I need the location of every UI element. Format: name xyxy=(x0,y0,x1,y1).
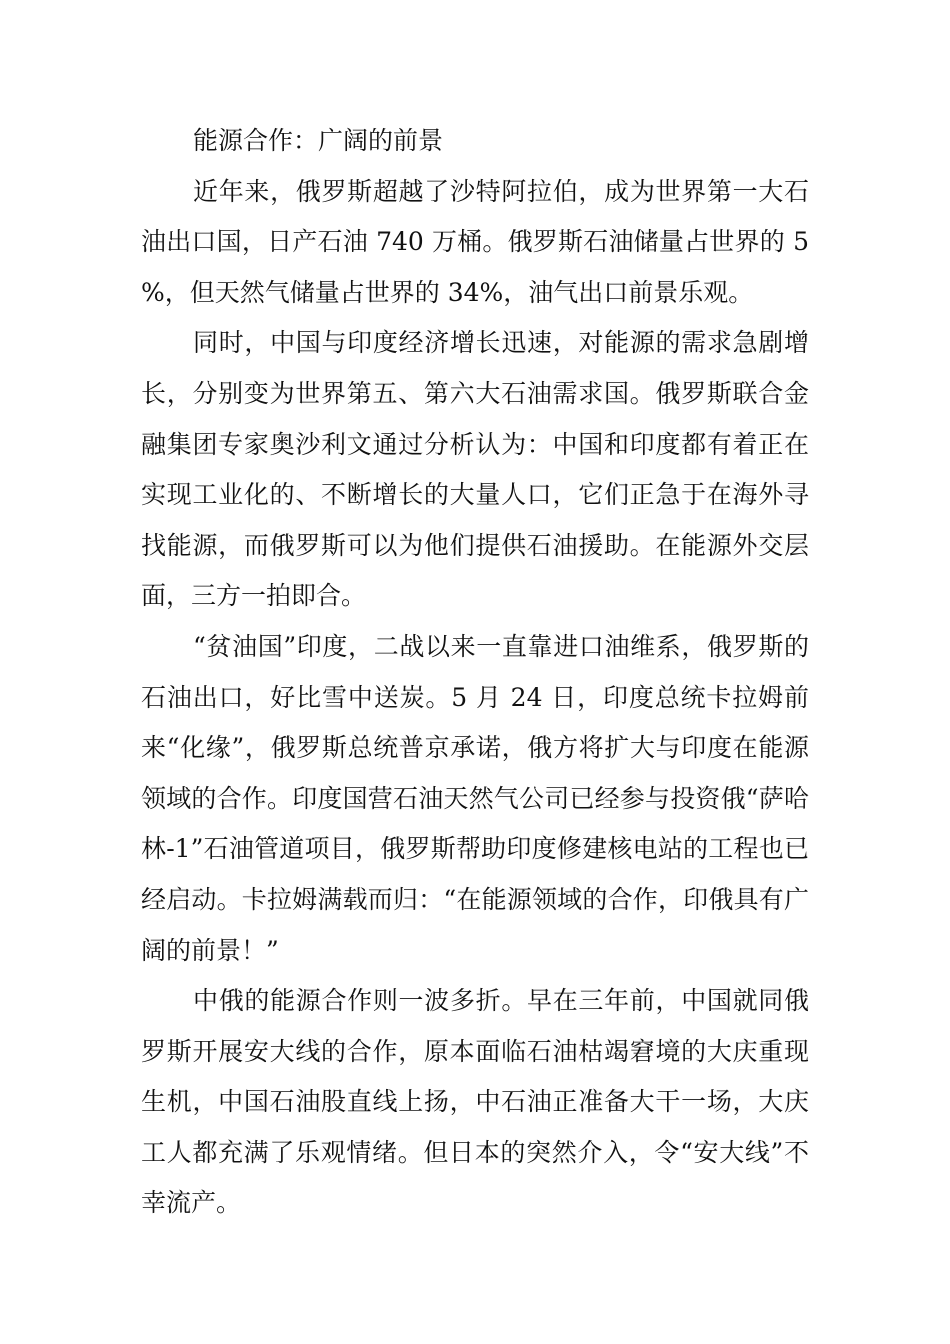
paragraph-india-cooperation: “贫油国”印度，二战以来一直靠进口油维系，俄罗斯的石油出口，好比雪中送炭。5 月 24 日，印度总统卡拉姆前来“化缘”，俄罗斯总统普京承诺，俄方将扩大与印度在能源领域的合作。印度国营石油天然气公司已经参与投资俄“萨哈林-1”石油管道项目，俄罗斯帮助印度修建核电站的工程也已经启动。卡拉姆满载而归：“在能源领域的合作，印俄具有广阔的前景！” xyxy=(141,631,809,965)
document-body xyxy=(141,116,809,1229)
paragraph-china-india-demand: 同时，中国与印度经济增长迅速，对能源的需求急剧增长，分别变为世界第五、第六大石油需求国。俄罗斯联合金融集团专家奥沙利文通过分析认为：中国和印度都有着正在实现工业化的、不断增长的大量人口，它们正急于在海外寻找能源，而俄罗斯可以为他们提供石油援助。在能源外交层面，三方一拍即合。 xyxy=(141,328,809,611)
section-heading: 能源合作：广阔的前景 xyxy=(193,126,444,155)
paragraph-china-russia-cooperation: 中俄的能源合作则一波多折。早在三年前，中国就同俄罗斯开展安大线的合作，原本面临石油枯竭窘境的大庆重现生机，中国石油股直线上扬，中石油正准备大干一场，大庆工人都充满了乐观情绪。但日本的突然介入，令“安大线”不幸流产。 xyxy=(141,986,809,1218)
paragraph-oil-export: 近年来，俄罗斯超越了沙特阿拉伯，成为世界第一大石油出口国，日产石油 740 万桶。俄罗斯石油储量占世界的 5%，但天然气储量占世界的 34%，油气出口前景乐观。 xyxy=(141,176,809,307)
